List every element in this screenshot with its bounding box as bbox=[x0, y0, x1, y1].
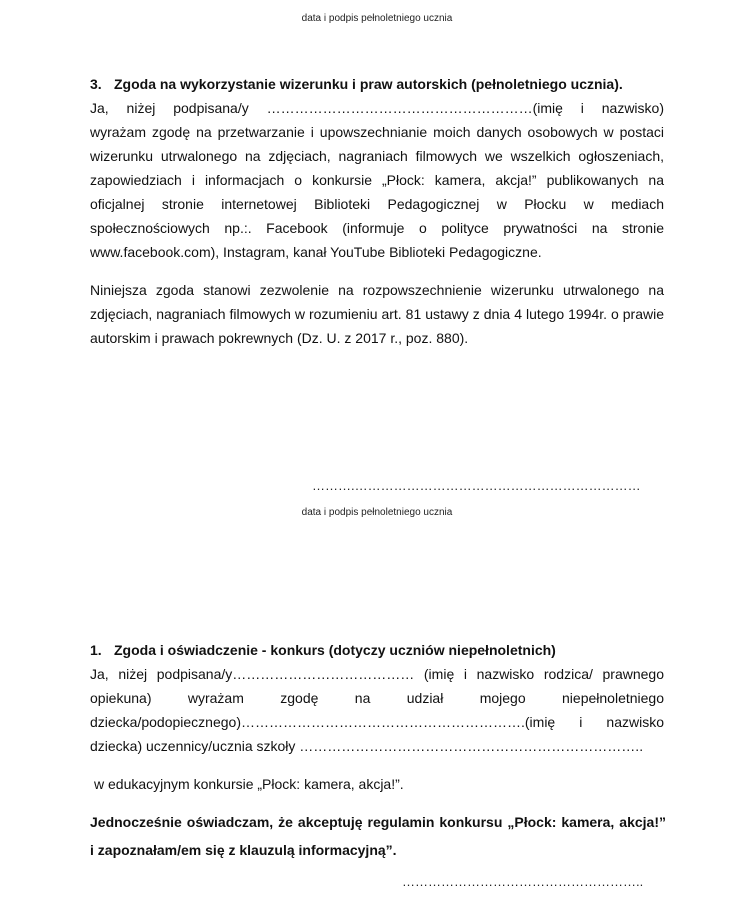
top-signature-caption: data i podpis pełnoletniego ucznia bbox=[301, 13, 453, 24]
section3-title: Zgoda na wykorzystanie wizerunku i praw autorskich (pełnoletniego ucznia). bbox=[114, 76, 623, 92]
section3-signature-caption: data i podpis pełnoletniego ucznia bbox=[301, 507, 453, 518]
declaration-line: i zapoznałam/em się z klauzulą informacyjną”. bbox=[90, 842, 397, 858]
section3-p1-line: wizerunku utrwalonego na zdjęciach, nagraniach filmowych we wszelkich ogłoszeniach, bbox=[90, 148, 664, 164]
section3-p1-line: społecznościowych np.:. Facebook (informuje o polityce prywatności na stronie bbox=[90, 220, 664, 236]
section1-paragraph bbox=[90, 662, 664, 758]
section1-number: 1. bbox=[90, 642, 102, 658]
section3-p1-line: oficjalnej stronie internetowej Biblioteki Pedagogicznej w Płocku w mediach bbox=[90, 196, 664, 212]
section3-p2-line: autorskim i prawach pokrewnych (Dz. U. z 2017 r., poz. 880). bbox=[90, 330, 469, 346]
section3-paragraph1 bbox=[90, 96, 664, 264]
section3-signature-line: ……….………………………………………………………… bbox=[312, 478, 641, 493]
section1-p-line: dziecka) uczennicy/ucznia szkoły ……………………………………………………………….. bbox=[90, 738, 644, 754]
bottom-signature-line: ……………………………………………….. bbox=[402, 874, 644, 889]
section1-p-line: opiekuna) wyrażam zgodę na udział mojego niepełnoletniego bbox=[90, 690, 664, 706]
section3-p2-line: Niniejsza zgoda stanowi zezwolenie na rozpowszechnienie wizerunku utrwalonego na bbox=[90, 282, 664, 298]
section1-p-line: Ja, niżej podpisana/y………………………………… (imię i nazwisko rodzica/ prawnego bbox=[90, 666, 664, 682]
section1-heading bbox=[90, 642, 670, 658]
section3-p1-line: wyrażam zgodę na przetwarzanie i upowszechnianie moich danych osobowych w postaci bbox=[90, 124, 664, 140]
section3-heading bbox=[90, 76, 670, 92]
section3-p1-line: Ja, niżej podpisana/y …………………………………………………(imię i nazwisko) bbox=[90, 100, 664, 116]
section1-title: Zgoda i oświadczenie - konkurs (dotyczy uczniów niepełnoletnich) bbox=[114, 642, 556, 658]
section3-p1-line: www.facebook.com), Instagram, kanał YouTube Biblioteki Pedagogiczne. bbox=[90, 244, 542, 260]
section3-paragraph2 bbox=[90, 278, 664, 350]
declaration bbox=[90, 808, 666, 864]
declaration-line: Jednocześnie oświadczam, że akceptuję regulamin konkursu „Płock: kamera, akcja!” bbox=[90, 814, 666, 830]
section1-p-line: dziecka/podopiecznego)…………………………………………………….(imię i nazwisko bbox=[90, 714, 664, 730]
section3-p1-line: zapowiedziach i informacjach o konkursie „Płock: kamera, akcja!” publikowanych na bbox=[90, 172, 664, 188]
section3-number: 3. bbox=[90, 76, 102, 92]
contest-line: w edukacyjnym konkursie „Płock: kamera, akcja!”. bbox=[94, 776, 404, 792]
section3-p2-line: zdjęciach, nagraniach filmowych w rozumieniu art. 81 ustawy z dnia 4 lutego 1994r. o prawie bbox=[90, 306, 664, 322]
